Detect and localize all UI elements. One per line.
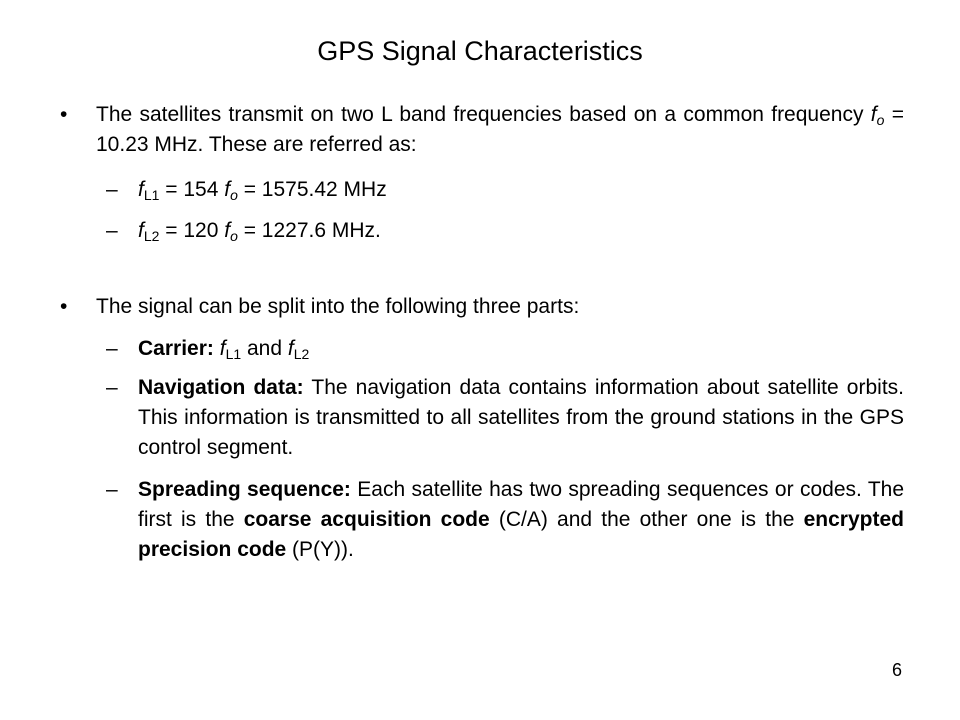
navigation-text: The navigation data contains information about satellite orbits. This information is transmitted to all satellites from the ground stations in the GPS control segment. <box>138 376 904 459</box>
dash-marker: – <box>106 337 118 360</box>
navigation-label: Navigation data: <box>138 376 304 399</box>
frequency-subscript: L1 <box>225 346 242 362</box>
sub-item-carrier <box>106 334 904 364</box>
frequency-symbol: f <box>138 219 144 242</box>
frequency-symbol: f <box>138 178 144 201</box>
spreading-text-2: (C/A) and the other one is the <box>489 508 804 531</box>
spreading-text-3: (P(Y)). <box>286 538 354 561</box>
page-number: 6 <box>891 660 902 680</box>
frequency-subscript: L2 <box>143 228 160 244</box>
frequency-symbol: f <box>224 178 231 201</box>
frequency-symbol: f <box>224 219 231 242</box>
bullet-common-frequency <box>60 100 904 160</box>
bullet-text-post: = 10.23 MHz. These are referred as: <box>96 103 904 156</box>
frequency-subscript: o <box>230 187 238 203</box>
sub-item-l1 <box>106 175 904 205</box>
frequency-subscript: o <box>230 228 238 244</box>
frequency-symbol: f <box>870 103 877 126</box>
dash-marker: – <box>106 219 118 242</box>
coarse-acquisition-code: coarse acquisition code <box>243 508 490 531</box>
dash-marker: – <box>106 478 118 501</box>
sub-item-l2 <box>106 216 904 246</box>
bullet-text-pre: The satellites transmit on two L band frequencies based on a common frequency <box>96 103 871 126</box>
carrier-and: and <box>241 337 288 360</box>
frequency-subscript: L1 <box>143 187 160 203</box>
dash-marker: – <box>106 178 118 201</box>
spreading-label: Spreading sequence: <box>138 478 351 501</box>
bullet-marker: • <box>60 103 68 126</box>
frequency-subscript: L2 <box>293 346 310 362</box>
equation-result: = 1575.42 MHz <box>237 178 387 201</box>
bullet-marker: • <box>60 295 68 318</box>
equation-mid: = 120 <box>159 219 225 242</box>
carrier-label: Carrier: <box>138 337 214 360</box>
frequency-symbol: f <box>287 337 294 360</box>
equation-result: = 1227.6 MHz. <box>237 219 381 242</box>
spreading-text-1: Each satellite has two spreading sequences or codes. The first is the <box>138 478 905 531</box>
encrypted-precision-code: encrypted precision code <box>138 508 904 561</box>
bullet-text: The signal can be split into the following three parts: <box>96 295 580 318</box>
bullet-signal-parts <box>60 292 904 322</box>
sub-item-navigation-data <box>106 373 904 463</box>
slide-title: GPS Signal Characteristics <box>317 36 643 66</box>
equation-mid: = 154 <box>159 178 225 201</box>
frequency-symbol: f <box>219 337 226 360</box>
frequency-subscript: o <box>876 112 885 128</box>
sub-item-spreading-sequence <box>106 475 905 565</box>
dash-marker: – <box>106 376 118 399</box>
